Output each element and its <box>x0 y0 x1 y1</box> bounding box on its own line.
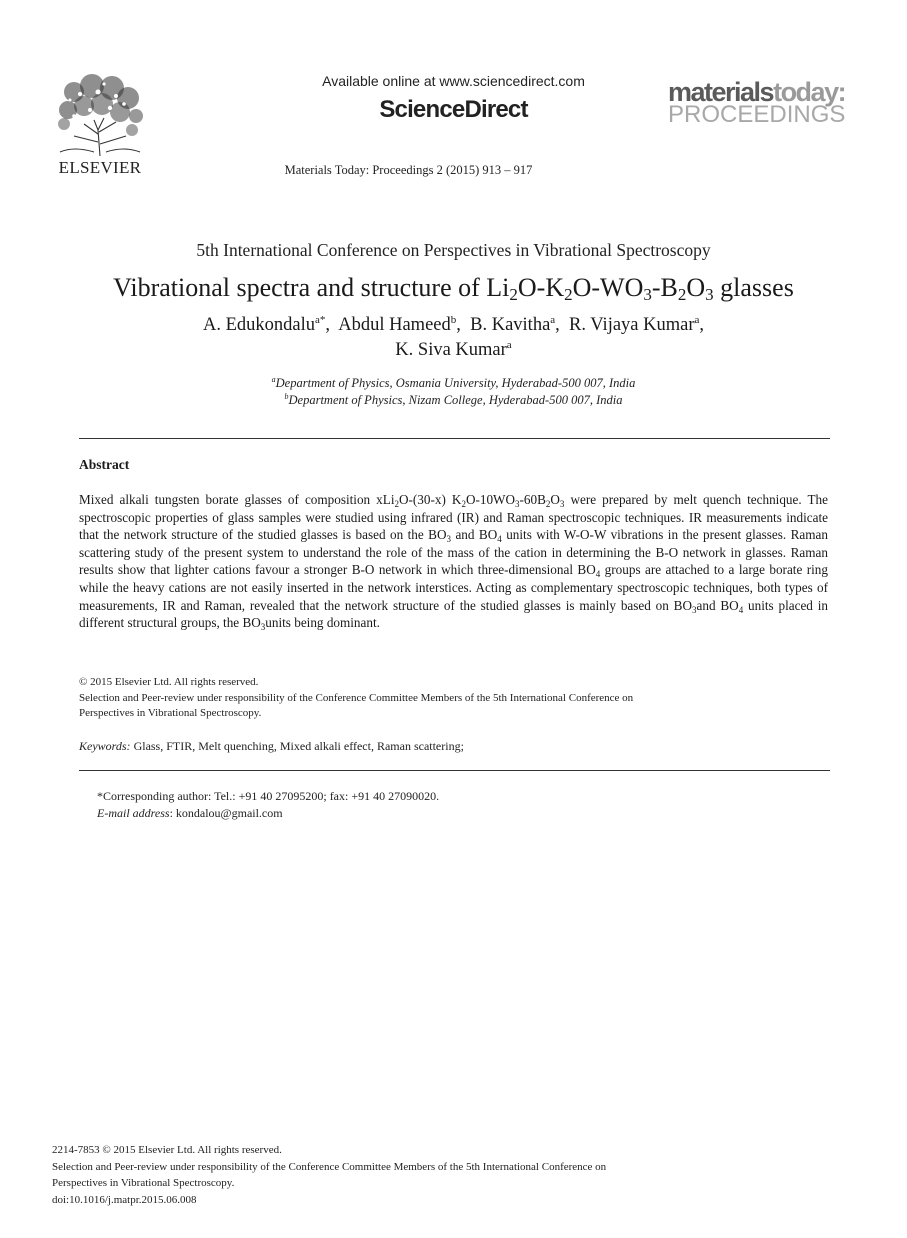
abstract-text: units being dominant. <box>265 615 380 631</box>
author-separator: , <box>456 315 471 335</box>
available-online-text: Available online at www.sciencedirect.com <box>322 73 585 89</box>
divider-top <box>79 438 830 439</box>
author-separator: , <box>325 315 339 335</box>
copyright-line: Selection and Peer-review under responsibility of the Conference Committee Members of the 5th International Conference on <box>79 691 634 704</box>
abstract-text: O-(30-x) K <box>399 492 462 507</box>
author-affiliation-mark: a <box>694 314 700 326</box>
keywords <box>79 739 464 754</box>
abstract-text: groups are attached to a large borate ring while the heavy cations are not easily inserted in the network interstices. Acting as complementary spectroscopic techniques, both types of measurements, IR and Raman, revealed that the network structure of the studied glasses is mainly based on BO <box>79 562 828 613</box>
abstract-text: -60B <box>519 492 546 507</box>
title-subscript: 2 <box>509 285 518 304</box>
corresponding-author-contact: *Corresponding author: Tel.: +91 40 27095200; fax: +91 40 27090020. <box>97 789 440 803</box>
abstract-subscript: 2 <box>461 499 466 509</box>
abstract-text: O <box>550 492 560 507</box>
title-subscript: 3 <box>705 285 714 304</box>
author-affiliation-mark: a <box>506 339 512 351</box>
keywords-label: Keywords: <box>79 739 131 753</box>
materials-today-logo <box>668 78 863 126</box>
divider-bottom <box>79 770 830 771</box>
keywords-list: Glass, FTIR, Melt quenching, Mixed alkali effect, Raman scattering; <box>130 739 464 753</box>
title-subscript: 2 <box>564 285 573 304</box>
copyright-notice <box>79 675 779 722</box>
abstract-text: and BO <box>696 597 739 613</box>
affiliation-text: Department of Physics, Osmania University, Hyderabad-500 007, India <box>275 376 636 390</box>
email-label: E-mail address <box>97 805 170 820</box>
author-list-line2 <box>0 340 907 361</box>
author-separator: , <box>555 315 570 335</box>
logo-part-today: today: <box>773 77 846 107</box>
title-text: O-K <box>517 273 565 302</box>
title-text: Vibrational spectra and structure of Li <box>113 273 510 302</box>
author-name: K. Siva Kumar <box>395 340 507 360</box>
abstract-subscript: 3 <box>559 499 565 509</box>
doi-link[interactable]: doi:10.1016/j.matpr.2015.06.008 <box>52 1193 197 1206</box>
elsevier-wordmark: ELSEVIER <box>58 158 142 177</box>
abstract-subscript: 3 <box>260 622 266 633</box>
abstract-subscript: 3 <box>692 604 697 615</box>
footer-line: Selection and Peer-review under responsibility of the Conference Committee Members of the 5th International Conference on <box>52 1160 607 1173</box>
author-name: B. Kavitha <box>470 315 551 335</box>
author-name: A. Edukondalu <box>202 315 315 335</box>
conference-name: 5th International Conference on Perspectives in Vibrational Spectroscopy <box>196 240 711 260</box>
footer-line: Perspectives in Vibrational Spectroscopy. <box>52 1177 235 1189</box>
title-subscript: 2 <box>677 285 687 304</box>
affiliation-mark: a <box>271 375 276 384</box>
copyright-line: © 2015 Elsevier Ltd. All rights reserved. <box>79 676 259 688</box>
abstract-subscript: 2 <box>545 499 551 509</box>
title-text: glasses <box>713 273 794 302</box>
title-text: O-WO <box>572 273 644 302</box>
abstract-subscript: 4 <box>738 604 744 615</box>
affiliation <box>0 393 907 408</box>
logo-part-materials: materials <box>668 77 774 107</box>
email-line <box>97 805 439 822</box>
author-affiliation-mark: b <box>450 314 457 326</box>
author-list <box>0 315 907 336</box>
affiliation-mark: b <box>284 392 289 401</box>
abstract-text: units placed in different structural groups, the BO <box>79 597 828 631</box>
journal-reference: Materials Today: Proceedings 2 (2015) 913 – 917 <box>284 163 533 177</box>
title-subscript: 3 <box>643 285 652 304</box>
title-text: O <box>686 273 706 302</box>
author-affiliation-mark: a* <box>314 314 326 326</box>
title-text: -B <box>651 273 678 302</box>
abstract-subscript: 4 <box>595 569 601 580</box>
abstract-text: Mixed alkali tungsten borate glasses of composition xLi <box>79 492 395 507</box>
corresponding-author <box>97 788 439 821</box>
author-affiliation-mark: a <box>550 314 556 326</box>
abstract-text: were prepared by melt quench technique. The spectroscopic properties of glass samples were studied using infrared (IR) and Raman spectroscopic techniques. IR measurements indicate that the network structure of the studied glasses is based on the BO <box>79 492 828 543</box>
footer-line: 2214-7853 © 2015 Elsevier Ltd. All rights reserved. <box>52 1144 282 1156</box>
affiliation <box>0 376 907 391</box>
copyright-line: Perspectives in Vibrational Spectroscopy. <box>79 707 262 719</box>
abstract-text: and BO <box>451 527 498 543</box>
page-footer <box>52 1142 752 1208</box>
author-name: Abdul Hameed <box>338 315 451 335</box>
abstract-text: O-10WO <box>465 492 516 507</box>
author-separator: , <box>699 315 705 335</box>
abstract-text: units with W-O-W vibrations in the present glasses. Raman scattering study of the present system to understand the role of the mass of the cation in determining the B-O network in glasses. Raman results show that lighter cations favour a stronger B-O network in which three-dimensional BO <box>79 527 828 578</box>
sciencedirect-logo: ScienceDirect <box>379 96 528 123</box>
paper-title <box>0 273 907 303</box>
author-name: R. Vijaya Kumar <box>569 315 695 335</box>
abstract-subscript: 4 <box>497 534 502 545</box>
logo-part-proceedings: PROCEEDINGS <box>668 101 846 128</box>
abstract-subscript: 3 <box>515 499 520 509</box>
abstract-subscript: 2 <box>394 499 399 509</box>
affiliation-text: Department of Physics, Nizam College, Hyderabad-500 007, India <box>288 393 623 407</box>
abstract-subscript: 3 <box>446 534 451 545</box>
abstract-body <box>79 491 828 632</box>
abstract-heading: Abstract <box>79 457 130 472</box>
email-address[interactable]: : kondalou@gmail.com <box>169 805 283 820</box>
